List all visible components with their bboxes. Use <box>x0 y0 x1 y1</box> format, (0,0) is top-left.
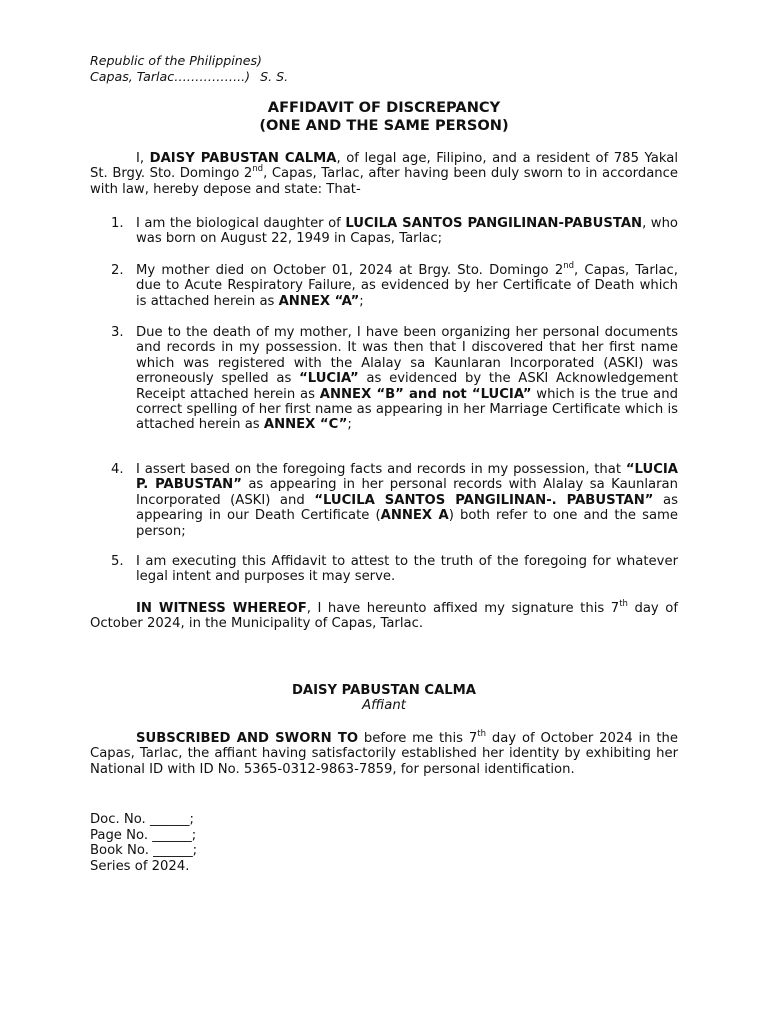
item4-text-a: I assert based on the foregoing facts and records in my possession, that <box>136 462 626 477</box>
book-number: Book No. ______; <box>90 843 198 859</box>
list-number: 3. <box>111 325 124 340</box>
jurat-text-b: day of October 2024 in the Capas, Tarlac, the affiant having satisfactorily established her identity by exhibiting her National ID with ID No. 5365-0312-9863-7859, for personal identification. <box>90 731 679 777</box>
affiant-name: DAISY PABUSTAN CALMA <box>291 683 477 698</box>
notarial-register <box>90 812 197 874</box>
list-item-text <box>136 260 678 309</box>
item1-bold-name: LUCILA SANTOS PANGILINAN-PABUSTAN <box>345 216 643 231</box>
jurat-paragraph <box>90 728 679 777</box>
jurat-text-a: before me this 7 <box>358 731 478 746</box>
list-item-text <box>136 462 678 539</box>
list-item-text <box>136 216 678 247</box>
affiant-name-intro: DAISY PABUSTAN CALMA <box>149 151 337 166</box>
witness-text-a: , I have hereunto affixed my signature this 7 <box>306 601 620 616</box>
item4-bold-name-2: “LUCILA SANTOS PANGILINAN-. PABUSTAN” <box>314 492 654 508</box>
item1-text-c: , who was born on August 22, 1949 in Capas, Tarlac; <box>136 216 678 247</box>
intro-text-a: I, <box>136 151 150 166</box>
item4-text-b: as appearing in her personal records with Alalay sa Kaunlaran Incorporated (ASKI) and <box>136 477 678 508</box>
document-subtitle: (ONE AND THE SAME PERSON) <box>259 117 509 134</box>
document-title: AFFIDAVIT OF DISCREPANCY <box>267 99 501 116</box>
item4-text-c: as appearing in our Death Certificate ( <box>136 492 678 524</box>
item4-text-d: ) both refer to one and the same person; <box>136 508 678 539</box>
list-number: 1. <box>111 216 124 231</box>
item3-text-d: ; <box>347 417 352 433</box>
list-number: 2. <box>111 263 124 278</box>
list-item-text <box>136 325 678 433</box>
list-item-1 <box>90 216 678 247</box>
list-item-2 <box>90 260 678 309</box>
intro-paragraph <box>90 151 678 197</box>
item4-bold-annex: ANNEX A <box>380 508 449 524</box>
item4-bold-name-1: “LUCIA P. PABUSTAN” <box>136 462 678 493</box>
list-number: 5. <box>111 554 124 569</box>
item2-text-a: My mother died on October 01, 2024 at Brgy. Sto. Domingo 2 <box>136 263 564 278</box>
item2-text-c: ; <box>359 293 364 309</box>
affiant-signature-block <box>90 683 678 714</box>
item3-bold-annex-c: ANNEX “C” <box>263 417 348 433</box>
item3-text-c: which is the true and correct spelling of her first name as appearing in her Marriage Certificate which is attached herein as <box>136 386 678 433</box>
item2-bold-annex: ANNEX “A” <box>278 293 360 309</box>
page-number: Page No. ______; <box>90 827 197 843</box>
list-item-text: I am executing this Affidavit to attest to the truth of the foregoing for whatever legal intent and purposes it may serve. <box>136 554 678 585</box>
venue-header <box>90 53 288 84</box>
item1-text-a: I am the biological daughter of <box>136 216 346 231</box>
venue-line-republic: Republic of the Philippines) <box>90 53 262 68</box>
item2-text-b: , Capas, Tarlac, due to Acute Respiratory Failure, as evidenced by her Certificate of Death which is attached herein as <box>136 263 678 309</box>
affiant-role: Affiant <box>362 698 406 714</box>
list-item-4 <box>90 462 678 539</box>
jurat-bold: SUBSCRIBED AND SWORN TO <box>136 731 359 746</box>
witness-text-b: day of October 2024, in the Municipality of Capas, Tarlac. <box>90 601 678 632</box>
jurat-sup: th <box>477 728 487 739</box>
item2-sup: nd <box>563 260 575 271</box>
intro-sup: nd <box>252 164 264 175</box>
venue-line-capas <box>90 69 288 85</box>
doc-number: Doc. No. ______; <box>90 812 194 827</box>
venue-capas-text: Capas, Tarlac……………..) <box>90 68 251 84</box>
witness-sup: th <box>619 598 628 609</box>
list-item-5 <box>90 554 678 585</box>
series-year: Series of 2024. <box>90 858 190 874</box>
item3-text-a: Due to the death of my mother, I have been organizing her personal documents and records in my possession. It was then that I discovered that her first name which was registered with the Alalay sa Kaunlaran Incorporated (ASKI) was erroneously spelled as <box>136 325 678 387</box>
intro-text-b: , of legal age, Filipino, and a resident of 785 Yakal St. Brgy. Sto. Domingo 2 <box>90 151 678 182</box>
item3-bold-lucia: “LUCIA” <box>299 371 359 387</box>
witness-paragraph <box>90 598 678 632</box>
item3-bold-annex-b: ANNEX “B” and not “LUCIA” <box>319 386 532 402</box>
item3-text-b: as evidenced by the ASKI Acknowledgement Receipt attached herein as <box>136 371 678 402</box>
list-number: 4. <box>111 462 124 477</box>
list-item-3 <box>90 325 678 433</box>
intro-text-c: , Capas, Tarlac, after having been duly sworn to in accordance with law, hereby depose and state: That- <box>90 166 678 197</box>
witness-bold: IN WITNESS WHEREOF <box>136 601 307 616</box>
venue-ss: S. S. <box>260 68 289 84</box>
